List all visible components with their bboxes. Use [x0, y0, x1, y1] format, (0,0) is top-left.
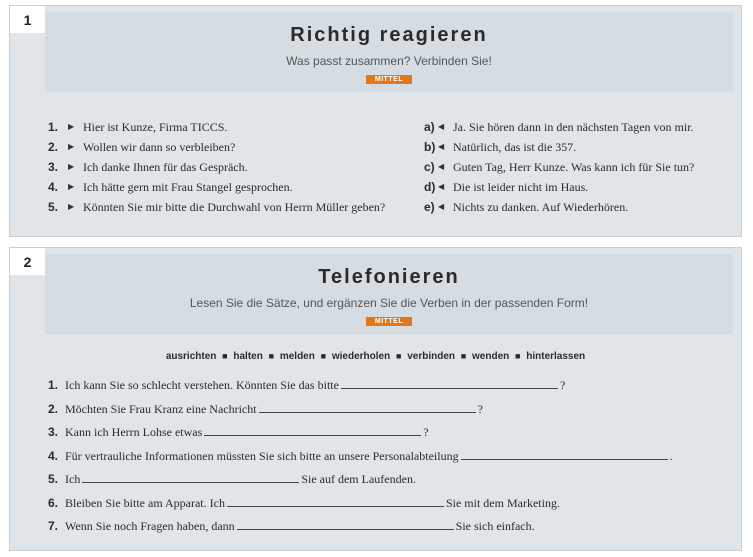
- square-bullet-icon: ■: [396, 351, 402, 361]
- verb-bank: [10, 351, 741, 362]
- sentence-row: [48, 468, 673, 492]
- exercise-number-badge: 2: [10, 248, 45, 275]
- sentence-row: [48, 398, 673, 422]
- back-arrow-icon: ◀: [438, 182, 445, 191]
- exercise-number-badge: 1: [10, 6, 45, 33]
- answer-blank[interactable]: [237, 516, 454, 530]
- exercise-header: [45, 12, 733, 92]
- verb: verbinden: [407, 351, 456, 362]
- level-badge: MITTEL: [366, 317, 412, 326]
- answer-blank[interactable]: [259, 399, 476, 413]
- level-badge: MITTEL: [366, 75, 412, 84]
- item-text: Könnten Sie mir bitte die Durchwahl von Herrn Müller geben?: [83, 200, 386, 214]
- item-letter: c): [424, 160, 435, 174]
- answer-blank[interactable]: [341, 375, 558, 389]
- sentence-list: [48, 374, 673, 539]
- sentence-text: Für vertrauliche Informationen müssten Sie sich bitte an unsere Personalabteilung: [65, 448, 459, 463]
- exercise-title: Telefonieren: [318, 266, 460, 288]
- back-arrow-icon: ◀: [438, 122, 445, 131]
- exercise-subtitle: Lesen Sie die Sätze, und ergänzen Sie die Verben in der passenden Form!: [189, 296, 589, 310]
- sentence-text: Bleiben Sie bitte am Apparat. Ich: [65, 495, 225, 510]
- exercise-1-panel: [9, 5, 742, 237]
- item-text: Wollen wir dann so verbleiben?: [83, 140, 236, 154]
- list-item: [48, 157, 385, 177]
- list-item: [48, 177, 385, 197]
- item-number: 2.: [48, 401, 59, 416]
- item-text: Hier ist Kunze, Firma TICCS.: [83, 120, 228, 134]
- verb: hinterlassen: [526, 351, 586, 362]
- list-item: [48, 117, 385, 137]
- sentence-end: Sie mit dem Marketing.: [445, 495, 560, 510]
- square-bullet-icon: ■: [222, 351, 228, 361]
- sentence-row: [48, 421, 673, 445]
- item-number: 7.: [48, 519, 59, 533]
- item-text: Nichts zu danken. Auf Wiederhören.: [453, 200, 629, 214]
- square-bullet-icon: ■: [460, 351, 467, 361]
- verb: wiederholen: [331, 351, 391, 362]
- item-number: 1.: [48, 378, 59, 392]
- item-number: 4.: [48, 180, 59, 194]
- sentence-end: ?: [559, 378, 566, 392]
- sentence-end: ?: [477, 401, 483, 416]
- sentence-row: [48, 515, 673, 539]
- sentence-text: Wenn Sie noch Fragen haben, dann: [65, 519, 235, 533]
- sentence-end: ?: [423, 425, 429, 439]
- list-item: [48, 137, 385, 157]
- list-item: [48, 197, 385, 217]
- sentence-text: Möchten Sie Frau Kranz eine Nachricht: [65, 401, 257, 416]
- item-text: Natürlich, das ist die 357.: [453, 140, 577, 154]
- answer-blank[interactable]: [204, 422, 421, 436]
- exercise-header: [45, 254, 733, 334]
- list-item: [424, 157, 694, 177]
- play-arrow-icon: ▶: [68, 182, 75, 191]
- play-arrow-icon: ▶: [68, 202, 75, 211]
- sentence-text: Ich: [65, 472, 81, 486]
- item-text: Ich hätte gern mit Frau Stangel gesprochen.: [83, 180, 293, 194]
- sentence-end: Sie auf dem Laufenden.: [301, 472, 416, 486]
- play-arrow-icon: ▶: [68, 122, 75, 131]
- item-number: 3.: [48, 160, 59, 174]
- sentence-row: [48, 445, 673, 469]
- item-letter: a): [424, 120, 435, 134]
- answer-blank[interactable]: [461, 446, 668, 460]
- sentence-text: Ich kann Sie so schlecht verstehen. Könnten Sie das bitte: [65, 378, 339, 392]
- play-arrow-icon: ▶: [68, 142, 75, 151]
- list-item: [424, 137, 694, 157]
- sentence-end: .: [669, 448, 673, 463]
- back-arrow-icon: ◀: [438, 202, 445, 211]
- list-item: [424, 197, 694, 217]
- exercise-subtitle: Was passt zusammen? Verbinden Sie!: [286, 54, 492, 68]
- answer-blank[interactable]: [82, 469, 299, 483]
- square-bullet-icon: ■: [320, 351, 327, 361]
- sentence-row: [48, 374, 673, 398]
- item-number: 6.: [48, 495, 59, 510]
- item-number: 3.: [48, 425, 59, 439]
- item-number: 5.: [48, 472, 59, 486]
- item-number: 1.: [48, 120, 59, 134]
- square-bullet-icon: ■: [515, 351, 521, 361]
- item-number: 4.: [48, 448, 59, 463]
- item-text: Guten Tag, Herr Kunze. Was kann ich für Sie tun?: [453, 160, 695, 174]
- verb: ausrichten: [165, 351, 217, 362]
- verb: halten: [233, 351, 263, 362]
- verb: wenden: [472, 351, 510, 362]
- sentence-row: [48, 492, 673, 516]
- exercise-2-panel: [9, 247, 742, 551]
- statements-list: [48, 117, 385, 217]
- responses-list: [424, 117, 694, 217]
- item-text: Ja. Sie hören dann in den nächsten Tagen von mir.: [453, 120, 694, 134]
- verb: melden: [279, 351, 315, 362]
- list-item: [424, 177, 694, 197]
- square-bullet-icon: ■: [268, 351, 275, 361]
- back-arrow-icon: ◀: [438, 142, 445, 151]
- sentence-end: Sie sich einfach.: [455, 519, 535, 533]
- answer-blank[interactable]: [227, 493, 444, 507]
- item-number: 2.: [48, 140, 59, 154]
- item-text: Die ist leider nicht im Haus.: [453, 180, 589, 194]
- back-arrow-icon: ◀: [438, 162, 445, 171]
- item-number: 5.: [48, 200, 59, 214]
- item-letter: e): [424, 200, 435, 214]
- item-text: Ich danke Ihnen für das Gespräch.: [83, 160, 248, 174]
- exercise-title: Richtig reagieren: [290, 24, 488, 46]
- sentence-text: Kann ich Herrn Lohse etwas: [65, 425, 203, 439]
- item-letter: b): [424, 140, 436, 154]
- item-letter: d): [424, 180, 436, 194]
- list-item: [424, 117, 694, 137]
- play-arrow-icon: ▶: [68, 162, 75, 171]
